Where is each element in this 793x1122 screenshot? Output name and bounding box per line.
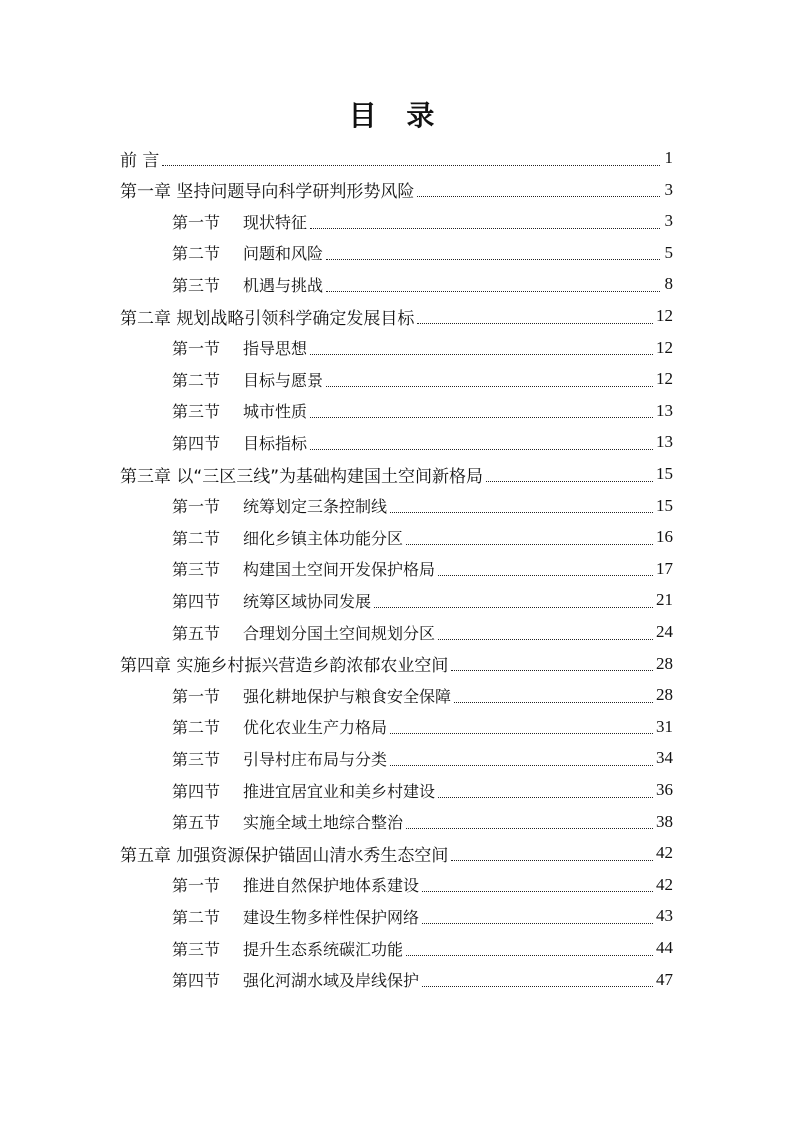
toc-section-title: 城市性质 bbox=[243, 402, 308, 422]
toc-page-number: 42 bbox=[656, 843, 673, 863]
toc-page-number: 47 bbox=[656, 969, 673, 989]
dot-leader bbox=[310, 449, 653, 450]
dot-leader bbox=[406, 828, 653, 829]
dot-leader bbox=[310, 417, 653, 418]
dot-leader bbox=[326, 259, 660, 260]
dot-leader bbox=[451, 670, 653, 671]
toc-section-entry[interactable] bbox=[172, 616, 673, 648]
toc-section-title: 统筹划定三条控制线 bbox=[243, 497, 388, 517]
toc-chapter-entry[interactable] bbox=[120, 648, 673, 680]
toc-chapter-entry[interactable] bbox=[120, 837, 673, 869]
toc-page-number: 43 bbox=[656, 906, 673, 926]
toc-chapter-title: 第四章 实施乡村振兴营造乡韵浓郁农业空间 bbox=[120, 656, 449, 677]
toc-page-number: 31 bbox=[656, 716, 673, 736]
dot-leader bbox=[417, 196, 660, 197]
toc-section-title: 优化农业生产力格局 bbox=[243, 718, 388, 738]
toc-section-entry[interactable] bbox=[172, 711, 673, 743]
toc-section-number: 第一节 bbox=[172, 212, 221, 232]
toc-section-entry[interactable] bbox=[172, 332, 673, 364]
toc-page-number: 42 bbox=[656, 874, 673, 894]
toc-section-entry[interactable] bbox=[172, 742, 673, 774]
toc-page-number: 38 bbox=[656, 811, 673, 831]
toc-page-number: 17 bbox=[656, 558, 673, 578]
toc-page-number: 28 bbox=[656, 653, 673, 673]
dot-leader bbox=[454, 702, 653, 703]
toc-page-number: 12 bbox=[656, 337, 673, 357]
toc-chapter-title: 第三章 以“三区三线”为基础构建国土空间新格局 bbox=[120, 466, 484, 487]
dot-leader bbox=[417, 323, 653, 324]
toc-chapter-entry[interactable] bbox=[120, 174, 673, 206]
toc-section-title: 目标指标 bbox=[243, 433, 308, 453]
toc-section-title: 统筹区域协同发展 bbox=[243, 591, 372, 611]
toc-section-number: 第四节 bbox=[172, 591, 221, 611]
toc-page-number: 13 bbox=[656, 400, 673, 420]
dot-leader bbox=[486, 481, 653, 482]
toc-section-number: 第一节 bbox=[172, 876, 221, 896]
toc-section-title: 实施全域土地综合整治 bbox=[243, 813, 404, 833]
toc-section-title: 指导思想 bbox=[243, 339, 308, 359]
toc-section-title: 强化耕地保护与粮食安全保障 bbox=[243, 686, 452, 706]
toc-chapter-title: 第一章 坚持问题导向科学研判形势风险 bbox=[120, 182, 415, 203]
toc-chapter-title: 第二章 规划战略引领科学确定发展目标 bbox=[120, 308, 415, 329]
dot-leader bbox=[422, 986, 653, 987]
dot-leader bbox=[438, 639, 653, 640]
toc-page-number: 12 bbox=[656, 369, 673, 389]
toc-section-title: 合理划分国土空间规划分区 bbox=[243, 623, 436, 643]
toc-page-number: 16 bbox=[656, 527, 673, 547]
toc-section-entry[interactable] bbox=[172, 932, 673, 964]
toc-section-entry[interactable] bbox=[172, 806, 673, 838]
toc-section-title: 问题和风险 bbox=[243, 244, 324, 264]
toc-section-title: 强化河湖水域及岸线保护 bbox=[243, 971, 420, 991]
toc-section-entry[interactable] bbox=[172, 553, 673, 585]
toc-section-number: 第四节 bbox=[172, 781, 221, 801]
toc-section-entry[interactable] bbox=[172, 426, 673, 458]
toc-section-entry[interactable] bbox=[172, 395, 673, 427]
dot-leader bbox=[390, 733, 653, 734]
toc-chapter-entry[interactable] bbox=[120, 458, 673, 490]
toc-page-number: 13 bbox=[656, 432, 673, 452]
toc-section-entry[interactable] bbox=[172, 900, 673, 932]
toc-page-number: 28 bbox=[656, 685, 673, 705]
dot-leader bbox=[422, 923, 653, 924]
toc-section-title: 建设生物多样性保护网络 bbox=[243, 907, 420, 927]
dot-leader bbox=[422, 891, 653, 892]
toc-section-entry[interactable] bbox=[172, 205, 673, 237]
toc-section-entry[interactable] bbox=[172, 774, 673, 806]
toc-section-entry[interactable] bbox=[172, 679, 673, 711]
toc-page-number: 36 bbox=[656, 780, 673, 799]
toc-section-number: 第三节 bbox=[172, 275, 221, 295]
toc-section-number: 第二节 bbox=[172, 528, 221, 548]
dot-leader bbox=[406, 955, 653, 956]
toc-section-entry[interactable] bbox=[172, 237, 673, 269]
toc-section-entry[interactable] bbox=[172, 363, 673, 395]
toc-section-number: 第一节 bbox=[172, 339, 221, 359]
toc-section-title: 推进自然保护地体系建设 bbox=[243, 876, 420, 896]
toc-page-number: 8 bbox=[664, 274, 673, 294]
dot-leader bbox=[406, 544, 653, 545]
toc-section-number: 第二节 bbox=[172, 907, 221, 927]
toc-section-entry[interactable] bbox=[172, 268, 673, 300]
toc-section-number: 第五节 bbox=[172, 623, 221, 643]
toc-section-number: 第一节 bbox=[172, 497, 221, 517]
toc-section-number: 第四节 bbox=[172, 971, 221, 991]
dot-leader bbox=[326, 291, 660, 292]
dot-leader bbox=[310, 228, 660, 229]
toc-section-title: 机遇与挑战 bbox=[243, 275, 324, 295]
toc-section-entry[interactable] bbox=[172, 521, 673, 553]
toc-page-number: 44 bbox=[656, 938, 673, 957]
toc-section-title: 引导村庄布局与分类 bbox=[243, 749, 388, 769]
dot-leader bbox=[390, 765, 653, 766]
toc-chapter-entry[interactable] bbox=[120, 142, 673, 174]
dot-leader bbox=[374, 607, 653, 608]
toc-section-number: 第二节 bbox=[172, 370, 221, 390]
toc-section-title: 现状特征 bbox=[243, 212, 308, 232]
toc-section-title: 提升生态系统碳汇功能 bbox=[243, 939, 404, 959]
toc-section-entry[interactable] bbox=[172, 584, 673, 616]
toc-page-number: 12 bbox=[656, 306, 673, 325]
dot-leader bbox=[438, 575, 653, 576]
toc-section-entry[interactable] bbox=[172, 964, 673, 996]
toc-page-number: 5 bbox=[664, 242, 673, 262]
toc-page-number: 15 bbox=[656, 495, 673, 515]
toc-section-number: 第三节 bbox=[172, 402, 221, 422]
toc-chapter-title: 第五章 加强资源保护锚固山清水秀生态空间 bbox=[120, 845, 449, 866]
page-title: 目 录 bbox=[348, 99, 445, 132]
toc-page-number: 15 bbox=[656, 464, 673, 483]
toc-section-number: 第二节 bbox=[172, 244, 221, 264]
toc-section-title: 构建国土空间开发保护格局 bbox=[243, 560, 436, 580]
toc-section-number: 第三节 bbox=[172, 560, 221, 580]
toc-page-number: 21 bbox=[656, 590, 673, 610]
toc-page-number: 34 bbox=[656, 748, 673, 768]
toc-page-number: 1 bbox=[664, 148, 673, 167]
toc-section-title: 推进宜居宜业和美乡村建设 bbox=[243, 781, 436, 801]
toc-section-title: 目标与愿景 bbox=[243, 370, 324, 390]
toc-section-title: 细化乡镇主体功能分区 bbox=[243, 528, 404, 548]
dot-leader bbox=[451, 860, 653, 861]
toc-page-number: 24 bbox=[656, 622, 673, 641]
toc-chapter-title: 前 言 bbox=[120, 150, 160, 171]
toc-section-number: 第五节 bbox=[172, 813, 221, 833]
toc-section-number: 第一节 bbox=[172, 686, 221, 706]
toc-section-number: 第四节 bbox=[172, 433, 221, 453]
toc-section-number: 第三节 bbox=[172, 939, 221, 959]
dot-leader bbox=[162, 165, 660, 166]
toc-page-number: 3 bbox=[664, 211, 673, 231]
dot-leader bbox=[390, 512, 653, 513]
toc-section-number: 第三节 bbox=[172, 749, 221, 769]
toc-section-entry[interactable] bbox=[172, 869, 673, 901]
dot-leader bbox=[326, 386, 653, 387]
toc-page-number: 3 bbox=[664, 179, 673, 199]
toc-chapter-entry[interactable] bbox=[120, 300, 673, 332]
dot-leader bbox=[438, 797, 653, 798]
dot-leader bbox=[310, 354, 653, 355]
toc-section-entry[interactable] bbox=[172, 490, 673, 522]
toc-section-number: 第二节 bbox=[172, 718, 221, 738]
